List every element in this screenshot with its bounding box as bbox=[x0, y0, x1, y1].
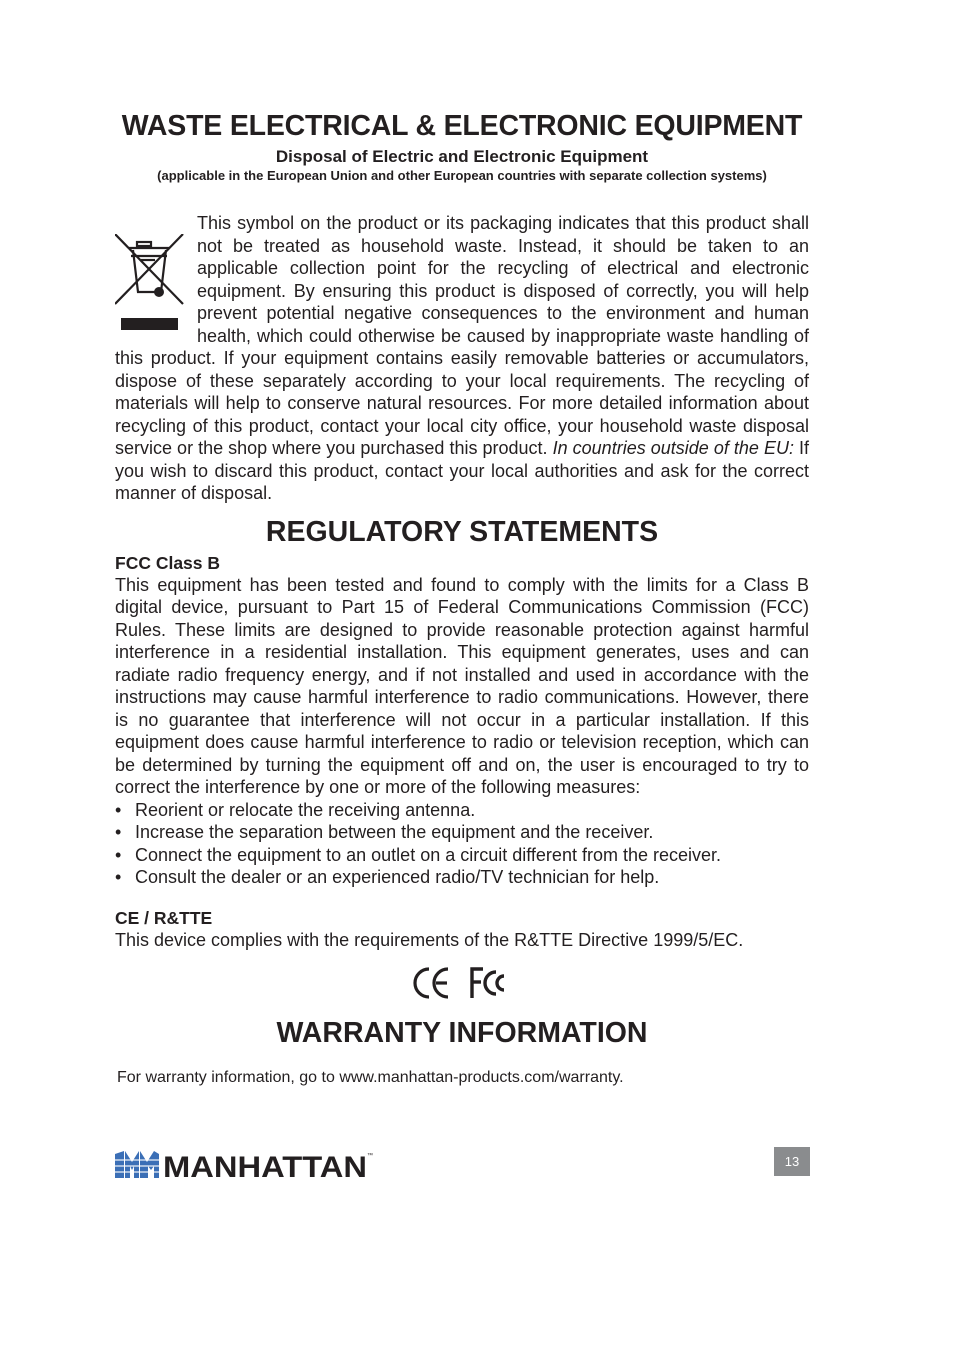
brand-name: MANHATTAN bbox=[163, 1151, 367, 1180]
list-item: • Connect the equipment to an outlet on a circuit different from the receiver. bbox=[115, 844, 809, 867]
weee-body bbox=[115, 212, 809, 505]
page-number: 13 bbox=[774, 1147, 810, 1176]
weee-section bbox=[115, 212, 809, 505]
page-content bbox=[115, 108, 809, 1089]
weee-title: WASTE ELECTRICAL & ELECTRONIC EQUIPMENT bbox=[121, 110, 803, 142]
fcc-measures-list bbox=[115, 799, 809, 889]
warranty-text: For warranty information, go to www.manhattan-products.com/warranty. bbox=[117, 1069, 624, 1086]
ce-label: CE / R&TTE bbox=[115, 907, 213, 928]
list-item: • Increase the separation between the equipment and the receiver. bbox=[115, 821, 809, 844]
weee-note: (applicable in the European Union and other European countries with separate collection systems) bbox=[157, 168, 767, 183]
skyline-icon bbox=[115, 1151, 159, 1178]
weee-body-italic: In countries outside of the EU: bbox=[552, 438, 794, 458]
fcc-label: FCC Class B bbox=[115, 552, 221, 573]
list-item: • Consult the dealer or an experienced radio/TV technician for help. bbox=[115, 866, 809, 889]
trademark-mark: ™ bbox=[367, 1153, 373, 1159]
ce-mark-icon bbox=[415, 969, 448, 997]
crossed-out-wheelie-bin-icon bbox=[115, 234, 191, 347]
ce-text: This device complies with the requirements of the R&TTE Directive 1999/5/EC. bbox=[115, 929, 744, 950]
compliance-logos bbox=[115, 951, 809, 1015]
warranty-title: WARRANTY INFORMATION bbox=[276, 1017, 648, 1049]
regulatory-title: REGULATORY STATEMENTS bbox=[265, 515, 659, 548]
fcc-text: This equipment has been tested and found to comply with the limits for a Class B digital device, pursuant to Part 15 of Federal Communications Commission (FCC) Rules. These limits are designed to provide reasonable protection against harmful interference in a residential installation. This equipment generates, uses and can radiate radio frequency energy, and if not installed and used in accordance with the instructions may cause harmful interference to radio communications. However, there is no guarantee that interference will not occur in a particular installation. If this equipment does cause harmful interference to radio or television reception, which can be determined by turning the equipment off and on, the user is encouraged to try to correct the interference by one or more of the following measures: bbox=[115, 574, 809, 797]
manhattan-logo bbox=[115, 1148, 375, 1185]
weee-body-end: If you wish to discard this product, contact your local authorities and ask for the correct manner of disposal. bbox=[115, 438, 809, 503]
weee-body-main: This symbol on the product or its packaging indicates that this product shall not be treated as household waste. Instead, it should be taken to an applicable collection point for the recycling of electrical and electronic equipment. By ensuring this product is disposed of correctly, you will help prevent potential negative consequences to the environment and human health, which could otherwise be caused by inappropriate waste handling of this product. If your equipment contains easily removable batteries or accumulators, dispose of these separately according to your local requirements. The recycling of materials will help to conserve natural resources. For more detailed information about recycling of this product, contact your local city office, your household waste disposal service or the shop where you purchased this product. bbox=[115, 213, 809, 458]
fcc-logo-icon bbox=[472, 969, 504, 998]
weee-subtitle: Disposal of Electric and Electronic Equipment bbox=[275, 147, 649, 166]
list-item: • Reorient or relocate the receiving antenna. bbox=[115, 799, 809, 822]
